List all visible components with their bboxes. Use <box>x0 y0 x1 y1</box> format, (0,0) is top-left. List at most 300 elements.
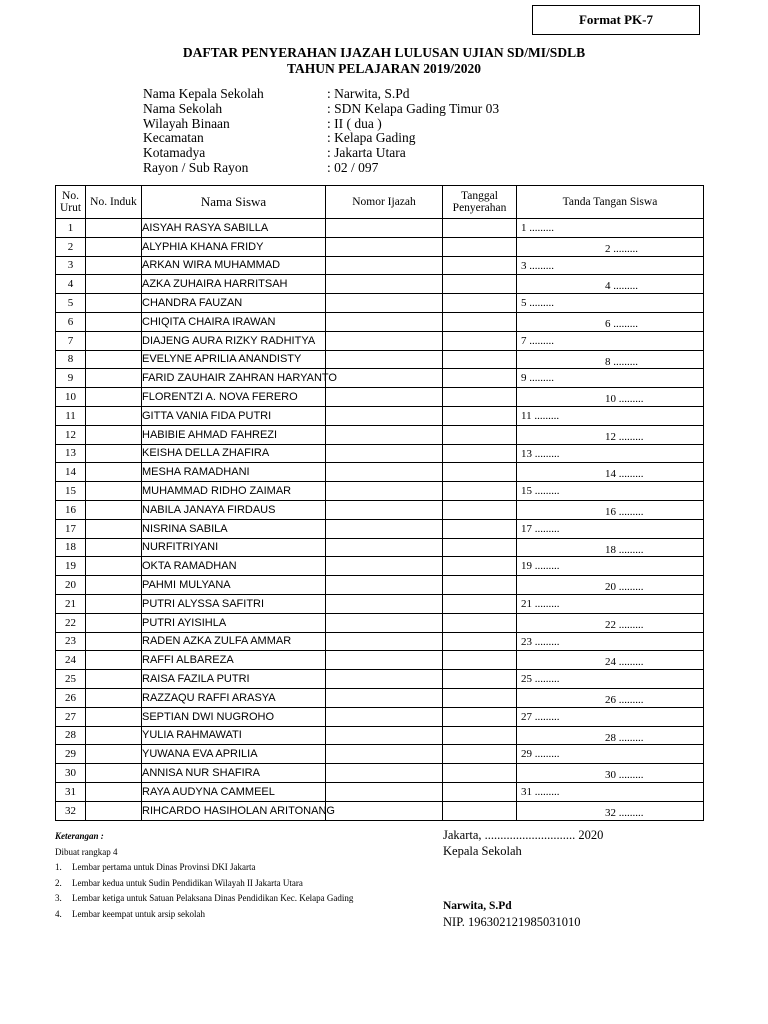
info-value: : Kelapa Gading <box>327 130 416 146</box>
table-row <box>56 745 704 764</box>
cell-tanggal <box>443 726 517 745</box>
table-row <box>56 369 704 388</box>
cell-tanda-tangan <box>517 350 704 369</box>
cell-nomor-ijazah <box>326 275 443 294</box>
cell-tanda-tangan <box>517 651 704 670</box>
table-header-row <box>56 186 704 219</box>
cell-nama-siswa: NURFITRIYANI <box>142 538 326 557</box>
info-label: Nama Sekolah <box>143 100 223 116</box>
cell-nomor-ijazah <box>326 350 443 369</box>
cell-nomor-ijazah <box>326 707 443 726</box>
signature-line: 9 ......... <box>521 372 554 385</box>
signature-line: 21 ......... <box>521 597 560 610</box>
cell-tanggal <box>443 275 517 294</box>
table-row <box>56 594 704 613</box>
cell-no-urut: 30 <box>56 764 86 783</box>
table-row <box>56 350 704 369</box>
cell-no-urut: 20 <box>56 576 86 595</box>
cell-nomor-ijazah <box>326 801 443 820</box>
cell-tanggal <box>443 594 517 613</box>
info-value: : Narwita, S.Pd <box>327 86 410 101</box>
cell-no-induk <box>86 500 142 519</box>
cell-nomor-ijazah <box>326 425 443 444</box>
note-text: Lembar kedua untuk Sudin Pendidikan Wilayah II Jakarta Utara <box>72 877 303 888</box>
table-row <box>56 538 704 557</box>
cell-no-induk <box>86 350 142 369</box>
cell-tanda-tangan <box>517 632 704 651</box>
cell-tanda-tangan <box>517 331 704 350</box>
signature-block <box>443 828 603 930</box>
cell-no-induk <box>86 219 142 238</box>
cell-tanggal <box>443 557 517 576</box>
cell-nama-siswa: HABIBIE AHMAD FAHREZI <box>142 425 326 444</box>
table-row <box>56 613 704 632</box>
note-number: 4. <box>55 908 62 919</box>
cell-no-induk <box>86 331 142 350</box>
table-row <box>56 651 704 670</box>
cell-nomor-ijazah <box>326 331 443 350</box>
cell-no-induk <box>86 406 142 425</box>
table-row <box>56 500 704 519</box>
info-value: : SDN Kelapa Gading Timur 03 <box>327 100 500 116</box>
cell-no-induk <box>86 538 142 557</box>
student-table <box>55 185 704 821</box>
cell-no-induk <box>86 651 142 670</box>
signature-line: 1 ......... <box>521 222 554 234</box>
signature-line: 2 ......... <box>605 242 638 255</box>
cell-nama-siswa: ARKAN WIRA MUHAMMAD <box>142 256 326 275</box>
cell-no-urut: 29 <box>56 745 86 764</box>
cell-tanda-tangan <box>517 444 704 463</box>
signature-line: 31 ......... <box>521 785 560 798</box>
cell-tanggal <box>443 500 517 519</box>
cell-nama-siswa: CHIQITA CHAIRA IRAWAN <box>142 312 326 331</box>
cell-tanggal <box>443 294 517 313</box>
signer-name: Narwita, S.Pd <box>443 900 512 912</box>
cell-tanda-tangan <box>517 425 704 444</box>
signature-line: 24 ......... <box>605 656 644 669</box>
cell-tanda-tangan <box>517 594 704 613</box>
table-row <box>56 482 704 501</box>
cell-nama-siswa: RIHCARDO HASIHOLAN ARITONANG <box>142 801 326 820</box>
document-subtitle: TAHUN PELAJARAN 2019/2020 <box>286 61 481 76</box>
table-row <box>56 275 704 294</box>
cell-tanda-tangan <box>517 463 704 482</box>
cell-tanda-tangan <box>517 557 704 576</box>
signature-line: 30 ......... <box>605 769 644 782</box>
cell-nomor-ijazah <box>326 670 443 689</box>
cell-nama-siswa: ALYPHIA KHANA FRIDY <box>142 237 326 256</box>
place-date: Jakarta, ............................. 2020 <box>443 828 604 842</box>
cell-tanggal <box>443 369 517 388</box>
cell-nomor-ijazah <box>326 500 443 519</box>
cell-tanda-tangan <box>517 294 704 313</box>
info-value: : Jakarta Utara <box>327 145 406 161</box>
info-row <box>143 161 499 176</box>
cell-nama-siswa: MESHA RAMADHANI <box>142 463 326 482</box>
cell-no-urut: 2 <box>56 237 86 256</box>
cell-tanggal <box>443 388 517 407</box>
table-row <box>56 312 704 331</box>
cell-nomor-ijazah <box>326 576 443 595</box>
cell-no-urut: 22 <box>56 613 86 632</box>
cell-tanda-tangan <box>517 801 704 820</box>
header-tanda-tangan: Tanda Tangan Siswa <box>517 186 704 219</box>
cell-no-induk <box>86 463 142 482</box>
cell-no-urut: 17 <box>56 519 86 538</box>
cell-tanda-tangan <box>517 312 704 331</box>
cell-no-urut: 32 <box>56 801 86 820</box>
cell-tanggal <box>443 651 517 670</box>
cell-nama-siswa: RADEN AZKA ZULFA AMMAR <box>142 632 326 651</box>
cell-nama-siswa: MUHAMMAD RIDHO ZAIMAR <box>142 482 326 501</box>
cell-no-urut: 21 <box>56 594 86 613</box>
table-row <box>56 632 704 651</box>
cell-nama-siswa: RAYA AUDYNA CAMMEEL <box>142 782 326 801</box>
cell-tanggal <box>443 613 517 632</box>
cell-no-urut: 25 <box>56 670 86 689</box>
signature-line: 29 ......... <box>521 748 560 761</box>
cell-nomor-ijazah <box>326 294 443 313</box>
cell-tanda-tangan <box>517 406 704 425</box>
cell-tanggal <box>443 256 517 275</box>
table-row <box>56 688 704 707</box>
info-value: : II ( dua ) <box>327 115 382 131</box>
cell-nama-siswa: FLORENTZI A. NOVA FERERO <box>142 388 326 407</box>
cell-tanggal <box>443 482 517 501</box>
cell-no-urut: 14 <box>56 463 86 482</box>
cell-tanda-tangan <box>517 726 704 745</box>
cell-nama-siswa: AZKA ZUHAIRA HARRITSAH <box>142 275 326 294</box>
cell-nama-siswa: EVELYNE APRILIA ANANDISTY <box>142 350 326 369</box>
signature-line: 12 ......... <box>605 430 644 443</box>
signer-nip: NIP. 196302121985031010 <box>443 914 581 929</box>
cell-no-urut: 6 <box>56 312 86 331</box>
cell-tanda-tangan <box>517 707 704 726</box>
table-row <box>56 219 704 238</box>
cell-no-induk <box>86 782 142 801</box>
info-row <box>143 131 499 146</box>
cell-no-induk <box>86 670 142 689</box>
cell-nomor-ijazah <box>326 519 443 538</box>
cell-no-urut: 28 <box>56 726 86 745</box>
cell-nomor-ijazah <box>326 538 443 557</box>
cell-nama-siswa: KEISHA DELLA ZHAFIRA <box>142 444 326 463</box>
cell-nomor-ijazah <box>326 219 443 238</box>
note-number: 3. <box>55 893 62 903</box>
cell-no-urut: 10 <box>56 388 86 407</box>
signature-line: 22 ......... <box>605 618 644 631</box>
table-row <box>56 557 704 576</box>
table-row <box>56 726 704 745</box>
cell-tanggal <box>443 745 517 764</box>
signature-line: 32 ......... <box>605 806 644 819</box>
cell-no-urut: 15 <box>56 482 86 501</box>
signature-line: 17 ......... <box>521 522 560 535</box>
table-row <box>56 707 704 726</box>
table-row <box>56 425 704 444</box>
table-row <box>56 463 704 482</box>
cell-nomor-ijazah <box>326 463 443 482</box>
cell-tanggal <box>443 463 517 482</box>
note-text: Lembar pertama untuk Dinas Provinsi DKI Jakarta <box>72 862 256 872</box>
notes <box>55 829 353 922</box>
cell-tanda-tangan <box>517 500 704 519</box>
note-text: Lembar ketiga untuk Satuan Pelaksana Dinas Pendidikan Kec. Kelapa Gading <box>72 893 354 903</box>
cell-no-induk <box>86 519 142 538</box>
cell-no-urut: 9 <box>56 369 86 388</box>
signature-line: 7 ......... <box>521 334 554 347</box>
cell-tanda-tangan <box>517 670 704 689</box>
signature-line: 18 ......... <box>605 543 644 556</box>
table-row <box>56 237 704 256</box>
table-row <box>56 801 704 820</box>
cell-no-induk <box>86 745 142 764</box>
cell-tanda-tangan <box>517 576 704 595</box>
cell-tanda-tangan <box>517 275 704 294</box>
signature-line: 3 ......... <box>521 259 554 272</box>
info-label: Kotamadya <box>143 145 206 161</box>
signature-line: 15 ......... <box>521 485 560 498</box>
table-row <box>56 331 704 350</box>
cell-nama-siswa: RAISA FAZILA PUTRI <box>142 670 326 689</box>
cell-tanggal <box>443 782 517 801</box>
cell-no-induk <box>86 764 142 783</box>
cell-no-urut: 13 <box>56 444 86 463</box>
cell-nomor-ijazah <box>326 237 443 256</box>
cell-tanggal <box>443 331 517 350</box>
cell-no-induk <box>86 707 142 726</box>
cell-tanggal <box>443 764 517 783</box>
cell-no-urut: 7 <box>56 331 86 350</box>
cell-no-induk <box>86 613 142 632</box>
table-row <box>56 764 704 783</box>
cell-no-induk <box>86 369 142 388</box>
cell-tanggal <box>443 444 517 463</box>
signature-line: 14 ......... <box>605 468 644 481</box>
cell-nomor-ijazah <box>326 745 443 764</box>
signature-line: 20 ......... <box>605 581 644 594</box>
cell-nomor-ijazah <box>326 782 443 801</box>
cell-tanda-tangan <box>517 782 704 801</box>
note-item <box>55 860 353 876</box>
cell-no-induk <box>86 312 142 331</box>
cell-nomor-ijazah <box>326 594 443 613</box>
cell-no-induk <box>86 444 142 463</box>
cell-tanggal <box>443 237 517 256</box>
cell-no-induk <box>86 557 142 576</box>
cell-no-urut: 8 <box>56 350 86 369</box>
cell-no-induk <box>86 256 142 275</box>
note-text: Lembar keempat untuk arsip sekolah <box>72 908 205 919</box>
cell-tanda-tangan <box>517 237 704 256</box>
cell-nomor-ijazah <box>326 369 443 388</box>
signature-line: 11 ......... <box>521 409 560 422</box>
notes-heading: Keterangan : <box>55 831 104 841</box>
cell-tanggal <box>443 425 517 444</box>
cell-nama-siswa: GITTA VANIA FIDA PUTRI <box>142 406 326 425</box>
cell-nomor-ijazah <box>326 632 443 651</box>
cell-no-urut: 1 <box>56 219 86 238</box>
cell-nomor-ijazah <box>326 256 443 275</box>
signature-line: 26 ......... <box>605 693 644 706</box>
cell-no-urut: 23 <box>56 632 86 651</box>
signature-line: 25 ......... <box>521 673 560 686</box>
cell-nomor-ijazah <box>326 726 443 745</box>
cell-no-induk <box>86 726 142 745</box>
cell-nomor-ijazah <box>326 482 443 501</box>
signature-line: 10 ......... <box>605 393 644 406</box>
cell-no-induk <box>86 425 142 444</box>
school-info <box>143 87 499 176</box>
cell-no-urut: 26 <box>56 688 86 707</box>
cell-no-urut: 3 <box>56 256 86 275</box>
signature-line: 16 ......... <box>605 505 644 518</box>
cell-tanda-tangan <box>517 538 704 557</box>
cell-nomor-ijazah <box>326 388 443 407</box>
cell-no-urut: 31 <box>56 782 86 801</box>
cell-no-urut: 19 <box>56 557 86 576</box>
cell-nama-siswa: RAFFI ALBAREZA <box>142 651 326 670</box>
info-row <box>143 146 499 161</box>
signature-line: 8 ......... <box>605 355 638 368</box>
cell-nama-siswa: FARID ZAUHAIR ZAHRAN HARYANTO <box>142 369 326 388</box>
cell-no-induk <box>86 594 142 613</box>
cell-tanda-tangan <box>517 745 704 764</box>
note-item <box>55 907 353 923</box>
table-row <box>56 444 704 463</box>
cell-nomor-ijazah <box>326 764 443 783</box>
cell-nama-siswa: PAHMI MULYANA <box>142 576 326 595</box>
header-no-urut: No. Urut <box>56 186 86 219</box>
cell-nomor-ijazah <box>326 444 443 463</box>
info-row <box>143 102 499 117</box>
cell-no-induk <box>86 801 142 820</box>
info-label: Wilayah Binaan <box>143 115 230 131</box>
cell-nama-siswa: YUWANA EVA APRILIA <box>142 745 326 764</box>
cell-no-urut: 18 <box>56 538 86 557</box>
info-label: Rayon / Sub Rayon <box>143 159 249 175</box>
info-row <box>143 117 499 132</box>
signature-line: 19 ......... <box>521 560 560 573</box>
cell-no-urut: 27 <box>56 707 86 726</box>
cell-no-urut: 16 <box>56 500 86 519</box>
signature-line: 28 ......... <box>605 731 644 744</box>
cell-no-induk <box>86 482 142 501</box>
info-value: : 02 / 097 <box>327 159 379 175</box>
signature-line: 13 ......... <box>521 447 560 460</box>
cell-tanggal <box>443 519 517 538</box>
cell-tanggal <box>443 632 517 651</box>
cell-nomor-ijazah <box>326 312 443 331</box>
cell-tanggal <box>443 350 517 369</box>
table-row <box>56 406 704 425</box>
cell-tanda-tangan <box>517 688 704 707</box>
cell-tanda-tangan <box>517 519 704 538</box>
table-row <box>56 576 704 595</box>
cell-tanggal <box>443 219 517 238</box>
info-label: Nama Kepala Sekolah <box>143 86 264 101</box>
cell-nama-siswa: PUTRI AYISIHLA <box>142 613 326 632</box>
note-item <box>55 876 353 892</box>
signature-line: 27 ......... <box>521 710 560 723</box>
cell-tanggal <box>443 312 517 331</box>
header-no-induk: No. Induk <box>86 186 142 219</box>
info-label: Kecamatan <box>143 130 204 146</box>
cell-tanda-tangan <box>517 482 704 501</box>
signature-line: 23 ......... <box>521 635 560 648</box>
cell-no-induk <box>86 388 142 407</box>
cell-no-induk <box>86 237 142 256</box>
cell-nama-siswa: PUTRI ALYSSA SAFITRI <box>142 594 326 613</box>
cell-no-induk <box>86 275 142 294</box>
cell-tanda-tangan <box>517 219 704 238</box>
table-row <box>56 256 704 275</box>
header-nomor-ijazah: Nomor Ijazah <box>326 186 443 219</box>
cell-tanggal <box>443 801 517 820</box>
cell-nama-siswa: SEPTIAN DWI NUGROHO <box>142 707 326 726</box>
signature-line: 5 ......... <box>521 297 554 310</box>
document-title: DAFTAR PENYERAHAN IJAZAH LULUSAN UJIAN SD/MI/SDLB <box>182 45 586 60</box>
cell-nomor-ijazah <box>326 557 443 576</box>
note-number: 1. <box>55 862 62 872</box>
cell-no-urut: 12 <box>56 425 86 444</box>
cell-nomor-ijazah <box>326 406 443 425</box>
cell-no-induk <box>86 632 142 651</box>
table-row <box>56 670 704 689</box>
cell-no-induk <box>86 294 142 313</box>
table-row <box>56 519 704 538</box>
cell-tanggal <box>443 707 517 726</box>
cell-nama-siswa: ANNISA NUR SHAFIRA <box>142 764 326 783</box>
cell-nama-siswa: CHANDRA FAUZAN <box>142 294 326 313</box>
cell-tanggal <box>443 576 517 595</box>
cell-tanggal <box>443 688 517 707</box>
table-row <box>56 294 704 313</box>
cell-nama-siswa: YULIA RAHMAWATI <box>142 726 326 745</box>
cell-no-induk <box>86 576 142 595</box>
notes-subheading: Dibuat rangkap 4 <box>55 846 118 857</box>
cell-tanggal <box>443 670 517 689</box>
signature-line: 6 ......... <box>605 317 638 330</box>
cell-nama-siswa: RAZZAQU RAFFI ARASYA <box>142 688 326 707</box>
cell-nama-siswa: AISYAH RASYA SABILLA <box>142 219 326 238</box>
note-item <box>55 891 353 907</box>
cell-no-urut: 4 <box>56 275 86 294</box>
signer-position: Kepala Sekolah <box>443 843 522 858</box>
cell-tanda-tangan <box>517 613 704 632</box>
cell-nomor-ijazah <box>326 688 443 707</box>
cell-nama-siswa: OKTA RAMADHAN <box>142 557 326 576</box>
cell-nama-siswa: NABILA JANAYA FIRDAUS <box>142 500 326 519</box>
cell-tanda-tangan <box>517 764 704 783</box>
cell-nama-siswa: DIAJENG AURA RIZKY RADHITYA <box>142 331 326 350</box>
cell-no-urut: 5 <box>56 294 86 313</box>
table-row <box>56 782 704 801</box>
cell-tanda-tangan <box>517 369 704 388</box>
cell-tanda-tangan <box>517 256 704 275</box>
info-row <box>143 87 499 102</box>
signature-line: 4 ......... <box>605 280 638 293</box>
cell-no-urut: 24 <box>56 651 86 670</box>
header-nama-siswa: Nama Siswa <box>142 186 326 219</box>
cell-tanda-tangan <box>517 388 704 407</box>
cell-no-urut: 11 <box>56 406 86 425</box>
note-number: 2. <box>55 877 62 888</box>
cell-nomor-ijazah <box>326 651 443 670</box>
format-label: Format PK-7 <box>532 5 700 35</box>
header-tanggal-penyerahan: Tanggal Penyerahan <box>443 186 517 219</box>
